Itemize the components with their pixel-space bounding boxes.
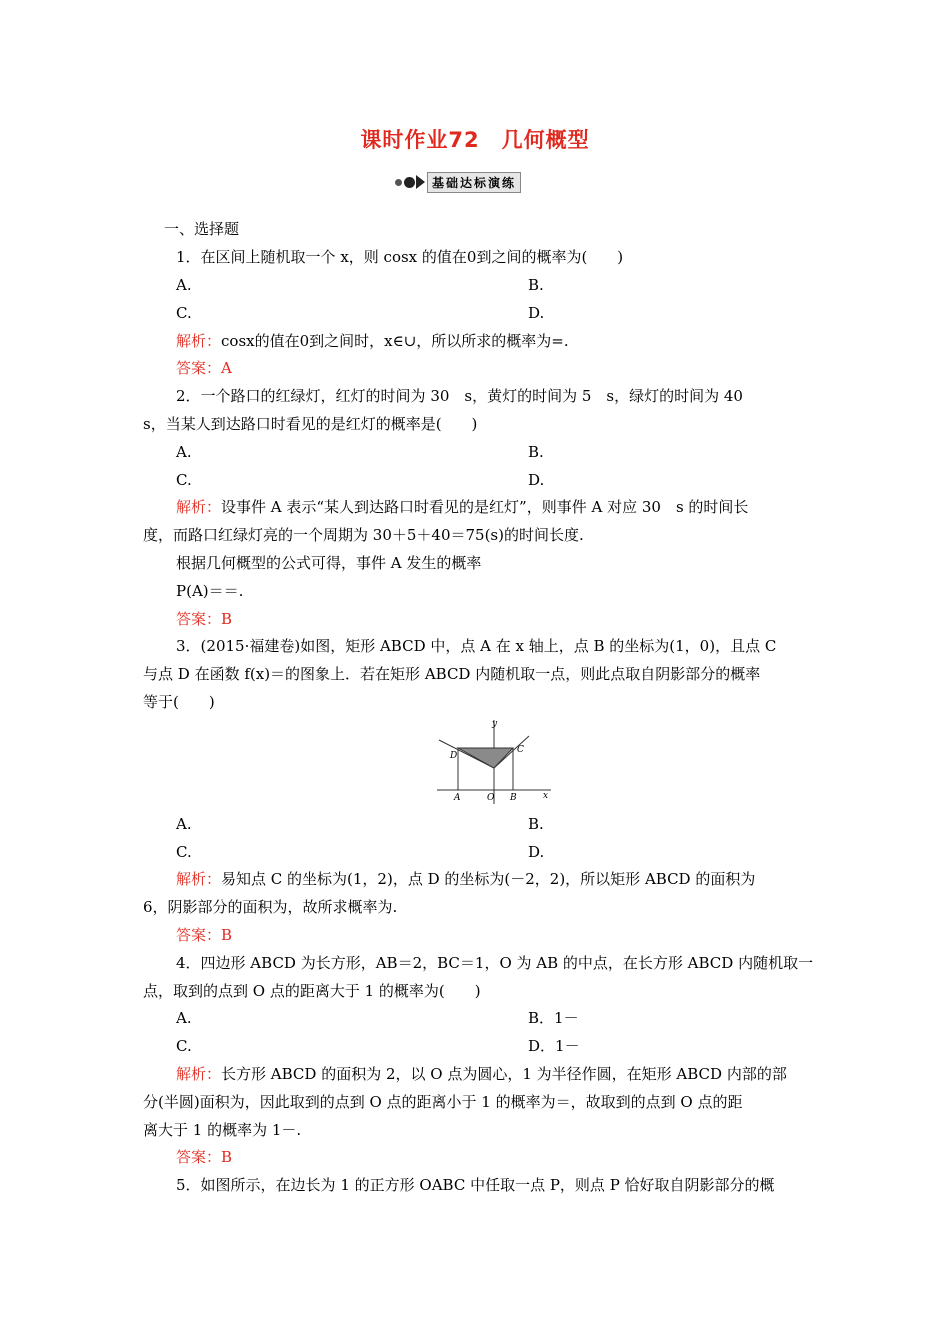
q2-stem-line2: s，当某人到达路口时看见的是红灯的概率是( ) xyxy=(143,415,478,433)
q5-stem-line1: 5．如图所示，在边长为 1 的正方形 OABC 中任取一点 P，则点 P 恰好取自阴影部分的概 xyxy=(176,1176,775,1194)
q3-option-b: B. xyxy=(528,815,544,833)
analysis-label: 解析： xyxy=(176,332,222,350)
q4-stem-line2: 点，取到的点到 O 点的距离大于 1 的概率为( ) xyxy=(143,982,481,1000)
q1-answer: 答案：A xyxy=(176,359,232,377)
section-banner xyxy=(395,172,521,192)
q1-stem: 1．在区间上随机取一个 x，则 cosx 的值在0到之间的概率为( ) xyxy=(176,248,624,266)
section-heading: 一、选择题 xyxy=(164,220,240,238)
q3-stem-line1: 3．(2015·福建卷)如图，矩形 ABCD 中，点 A 在 x 轴上，点 B 的坐标为(1，0)，且点 C xyxy=(176,637,777,655)
q4-option-c: C. xyxy=(176,1037,192,1055)
q3-option-c: C. xyxy=(176,843,192,861)
analysis-text: 易知点 C 的坐标为(1，2)，点 D 的坐标为(－2，2)，所以矩形 ABCD 的面积为 xyxy=(221,870,756,888)
q3-figure xyxy=(433,716,553,806)
q4-analysis-line1 xyxy=(176,1064,787,1084)
analysis-text: cosx的值在0到之间时，x∈∪，所以所求的概率为=. xyxy=(221,332,569,350)
q3-option-a: A. xyxy=(176,815,192,833)
analysis-label: 解析： xyxy=(176,498,222,516)
analysis-label: 解析： xyxy=(176,1065,222,1083)
page-title: 课时作业72 几何概型 xyxy=(360,128,590,152)
fig-label-y: y xyxy=(492,719,498,729)
q3-answer: 答案：B xyxy=(176,926,233,944)
q2-option-c: C. xyxy=(176,471,192,489)
q2-option-b: B. xyxy=(528,443,544,461)
q3-analysis-line1 xyxy=(176,869,755,889)
q4-option-d: D．1－ xyxy=(528,1037,580,1055)
q1-option-b: B. xyxy=(528,276,544,294)
q2-option-a: A. xyxy=(176,443,192,461)
q2-analysis-line3: 根据几何概型的公式可得，事件 A 发生的概率 xyxy=(176,554,482,572)
fig-label-b: B xyxy=(510,793,517,803)
q4-option-a: A. xyxy=(176,1009,192,1027)
analysis-text: 长方形 ABCD 的面积为 2，以 O 点为圆心，1 为半径作圆，在矩形 ABCD 内部的部 xyxy=(221,1065,787,1083)
q4-answer: 答案：B xyxy=(176,1148,233,1166)
q2-option-d: D. xyxy=(528,471,545,489)
analysis-text: 设事件 A 表示“某人到达路口时看见的是红灯”，则事件 A 对应 30 s 的时间长 xyxy=(221,498,749,516)
q2-answer: 答案：B xyxy=(176,610,233,628)
q2-analysis-line4: P(A)＝＝. xyxy=(176,582,244,600)
q3-analysis-line2: 6，阴影部分的面积为，故所求概率为. xyxy=(143,898,398,916)
fig-label-o: O xyxy=(487,793,495,803)
banner-label: 基础达标演练 xyxy=(427,172,521,193)
q1-option-d: D. xyxy=(528,304,545,322)
q2-analysis-line1 xyxy=(176,497,748,517)
q1-option-c: C. xyxy=(176,304,192,322)
q1-analysis xyxy=(176,331,569,351)
q1-option-a: A. xyxy=(176,276,192,294)
fig-label-x: x xyxy=(543,791,549,801)
banner-dot-icon xyxy=(404,177,415,188)
q3-stem-line3: 等于( ) xyxy=(143,693,215,711)
fig-label-d: D xyxy=(450,751,458,761)
banner-dot-icon xyxy=(395,179,402,186)
q4-stem-line1: 4．四边形 ABCD 为长方形，AB＝2，BC＝1，O 为 AB 的中点，在长方形 ABCD 内随机取一 xyxy=(176,954,814,972)
fig-label-a: A xyxy=(454,793,461,803)
q2-analysis-line2: 度，而路口红绿灯亮的一个周期为 30＋5＋40＝75(s)的时间长度. xyxy=(143,526,584,544)
q3-option-d: D. xyxy=(528,843,545,861)
analysis-label: 解析： xyxy=(176,870,222,888)
q4-analysis-line3: 离大于 1 的概率为 1－. xyxy=(143,1121,302,1139)
banner-arrow-icon xyxy=(416,175,425,189)
q3-stem-line2: 与点 D 在函数 f(x)＝的图象上．若在矩形 ABCD 内随机取一点，则此点取自阴影部分的概率 xyxy=(143,665,761,683)
q4-option-b: B．1－ xyxy=(528,1009,579,1027)
q4-analysis-line2: 分(半圆)面积为，因此取到的点到 O 点的距离小于 1 的概率为＝，故取到的点到 O 点的距 xyxy=(143,1093,743,1111)
fig-label-c: C xyxy=(517,745,524,755)
q2-stem-line1: 2．一个路口的红绿灯，红灯的时间为 30 s，黄灯的时间为 5 s，绿灯的时间为 40 xyxy=(176,387,743,405)
